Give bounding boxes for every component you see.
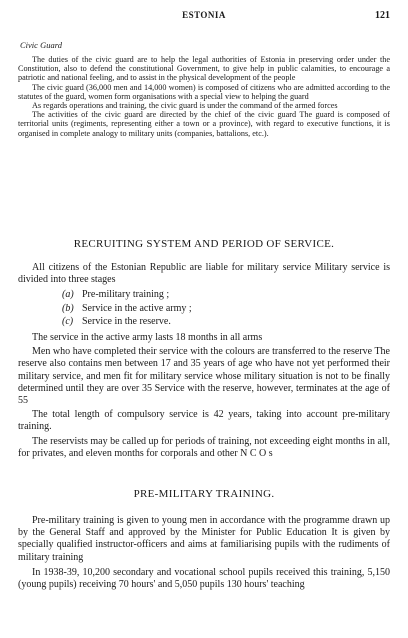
list-item-text: Pre-military training ; [82, 289, 170, 301]
civic-guard-section [18, 55, 390, 138]
paragraph: As regards operations and training, the civic guard is under the command of the armed forces [32, 101, 338, 111]
paragraph: The total length of compulsory service is 42 years, taking into account pre-military training. [18, 409, 390, 433]
paragraph: The duties of the civic guard are to help the legal authorities of Estonia in preserving order under the Constitution, also to defend the constitutional Government, to give help in public calamities, to encourage a patriotic and national feeling, and to assist in the physical development of the people [18, 55, 390, 83]
list-marker: (b) [62, 302, 74, 314]
paragraph: The activities of the civic guard are directed by the chief of the civic guard The guard is composed of territorial units (regiments, representing either a town or a province), with regard to executive functions, it is organised in complete analogy to military units (companies, battalions, etc.). [18, 110, 390, 138]
paragraph: Pre-military training is given to young men in accordance with the programme drawn up by the General Staff and approved by the Minister for Public Education It is given by specially qualified instructor-officers and aims at familiarising pupils with the rudiments of military training [18, 515, 390, 563]
civic-guard-subheading: Civic Guard [20, 40, 62, 50]
list-item [62, 302, 390, 316]
premilitary-heading: PRE-MILITARY TRAINING. [133, 488, 275, 500]
paragraph: The civic guard (36,000 men and 14,000 women) is composed of citizens who are admitted according to the statutes of the guard, women form organisations with a special view to helping the guard [18, 82, 390, 101]
list-item [62, 288, 390, 302]
stage-list [62, 288, 390, 329]
paragraph: All citizens of the Estonian Republic are liable for military service Military service is divided into three stages [18, 262, 390, 286]
paragraph: In 1938-39, 10,200 secondary and vocational school pupils received this training, 5,150 (young pupils) receiving 70 hours' and 5,050 pupils 130 hours' teaching [18, 566, 390, 591]
list-item-text: Service in the reserve. [82, 316, 171, 328]
running-header [18, 10, 390, 24]
recruiting-section [18, 262, 390, 462]
recruiting-heading: RECRUITING SYSTEM AND PERIOD OF SERVICE. [73, 238, 335, 250]
paragraph: The reservists may be called up for periods of training, not exceeding eight months in all, for privates, and eleven months for corporals and other N C O s [18, 435, 390, 459]
header-title: ESTONIA [182, 10, 226, 20]
list-marker: (c) [62, 316, 74, 328]
paragraph: The service in the active army lasts 18 months in all arms [32, 331, 263, 343]
paragraph: Men who have completed their service with the colours are transferred to the reserve The reserve also contains men between 17 and 35 years of age who have not yet performed their military service, and men fit for military service whose military situation is not to be finally determined until they are over 35 Service with the reserve, however, terminates at the age of 55 [18, 346, 390, 406]
premilitary-section [18, 515, 390, 594]
list-item [62, 315, 390, 329]
list-marker: (a) [62, 289, 74, 301]
page-number: 121 [375, 10, 390, 21]
list-item-text: Service in the active army ; [82, 302, 192, 314]
